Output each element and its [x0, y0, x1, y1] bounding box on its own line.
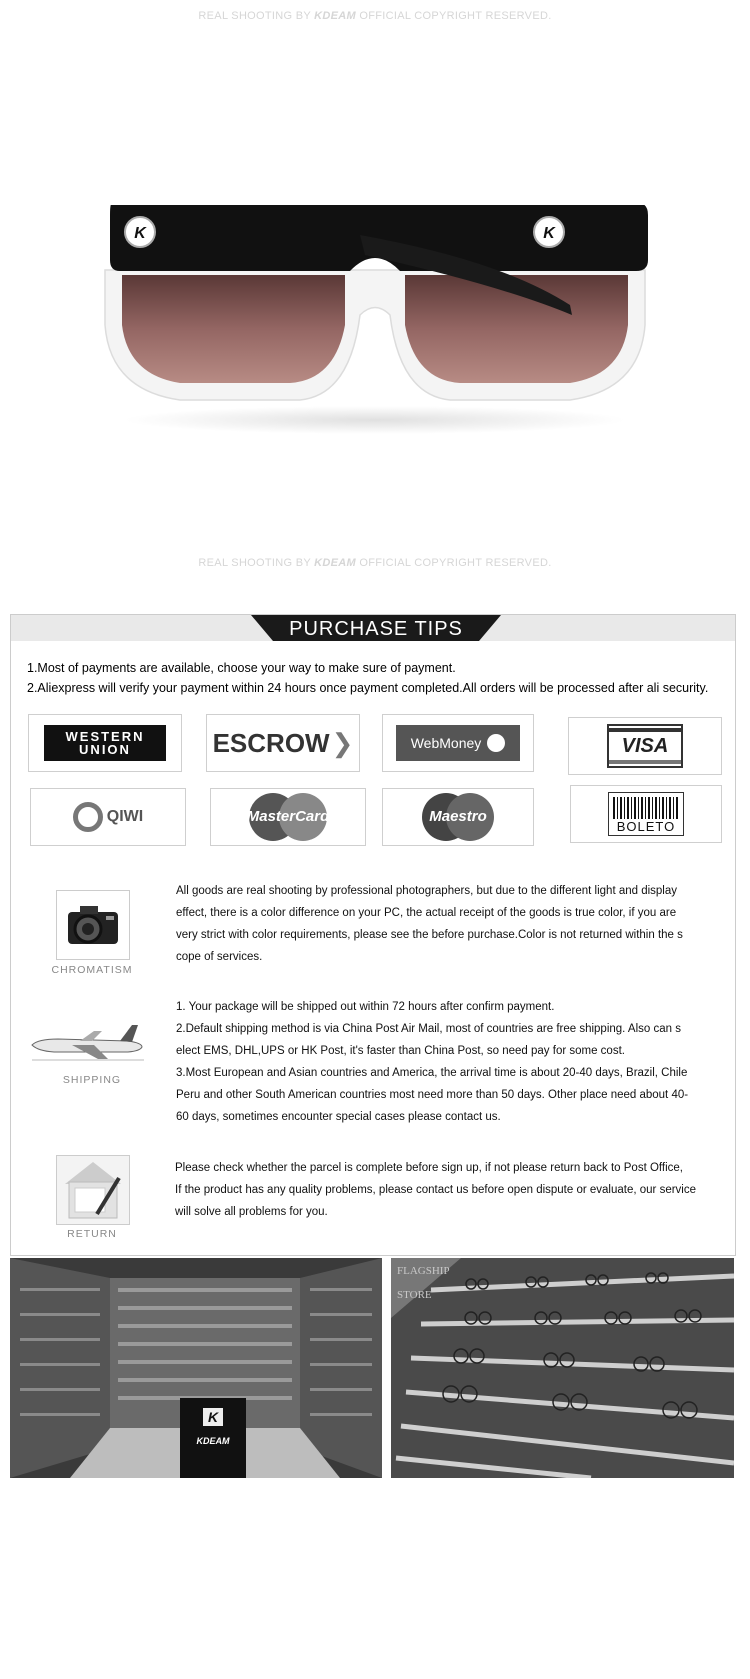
shipping-line: elect EMS, DHL,UPS or HK Post, it's faster than China Post, so need pay for some cost.: [176, 1045, 625, 1057]
chromatism-line: effect, there is a color difference on your PC, the actual receipt of the goods is true color, if you are: [176, 907, 677, 919]
tips-title-banner: [251, 615, 501, 641]
chromatism-line: cope of services.: [176, 951, 263, 963]
tips-title: PURCHASE TIPS: [289, 618, 463, 640]
camera-icon: [56, 890, 130, 960]
return-line: will solve all problems for you.: [175, 1206, 328, 1218]
mastercard-text: MasterCard: [246, 808, 330, 825]
watermark-prefix: REAL SHOOTING BY: [198, 557, 311, 569]
airplane-icon: [28, 1015, 144, 1067]
western-union-line2: UNION: [79, 742, 131, 757]
return-line: Please check whether the parcel is complete before sign up, if not please return back to Post Office,: [175, 1162, 683, 1174]
return-caption: RETURN: [67, 1228, 117, 1240]
svg-text:K: K: [134, 225, 146, 242]
flagship-store-photo: [391, 1258, 734, 1478]
western-union-line1: WESTERN: [65, 729, 145, 744]
watermark-prefix: REAL SHOOTING BY: [198, 10, 311, 22]
mastercard-logo: [210, 788, 366, 846]
shipping-caption: SHIPPING: [62, 1074, 122, 1086]
flagship-label: FLAGSHIP: [397, 1265, 450, 1277]
tips-line-1: 1.Most of payments are available, choose your way to make sure of payment.: [27, 661, 456, 675]
shipping-line: Peru and other South American countries most need more than 50 days. Other place need about 40-: [176, 1089, 689, 1101]
maestro-text: Maestro: [429, 808, 487, 825]
watermark-brand: KDEAM: [314, 10, 357, 22]
barcode-icon: [613, 797, 679, 819]
sunglasses-product-image: [100, 205, 650, 445]
webmoney-logo: [382, 714, 534, 772]
qiwi-logo: [30, 788, 186, 846]
chromatism-caption: CHROMATISM: [51, 964, 133, 976]
shipping-line: 60 days, sometimes encounter special cases please contact us.: [176, 1111, 501, 1123]
visa-logo: [568, 717, 722, 775]
tips-line-2: 2.Aliexpress will verify your payment within 24 hours once payment completed.All orders will be processed after ali security.: [27, 681, 709, 695]
store-label: STORE: [397, 1289, 432, 1301]
escrow-text: ESCROW: [212, 727, 330, 758]
maestro-logo: [382, 788, 534, 846]
shipping-line: 2.Default shipping method is via China Post Air Mail, most of countries are free shipping. Also can s: [176, 1023, 681, 1035]
chromatism-text: [176, 880, 732, 968]
visa-text: VISA: [621, 735, 669, 757]
watermark-suffix: OFFICIAL COPYRIGHT RESERVED.: [359, 557, 552, 569]
webmoney-text: WebMoney: [410, 735, 482, 751]
chromatism-line: very strict with color requirements, please see the before purchase.Color is not returned within the s: [176, 929, 683, 941]
boleto-logo: [570, 785, 722, 843]
svg-text:K: K: [543, 225, 555, 242]
return-line: If the product has any quality problems, please contact us before open dispute or evaluate, our service: [175, 1184, 697, 1196]
return-icon: [56, 1155, 130, 1225]
webmoney-globe-icon: [487, 734, 505, 752]
chromatism-line: All goods are real shooting by professional photographers, but due to the different light and display: [176, 885, 678, 897]
watermark-suffix: OFFICIAL COPYRIGHT RESERVED.: [359, 10, 552, 22]
bottom-watermark: [0, 557, 750, 569]
counter-brand: KDEAM: [196, 1436, 230, 1446]
shipping-line: 1. Your package will be shipped out within 72 hours after confirm payment.: [176, 1001, 555, 1013]
qiwi-text: QIWI: [106, 808, 144, 825]
svg-text:K: K: [207, 1409, 219, 1425]
boleto-text: BOLETO: [616, 819, 676, 834]
qiwi-circle-icon: [73, 802, 103, 832]
watermark-brand: KDEAM: [314, 557, 357, 569]
top-watermark: [0, 10, 750, 22]
western-union-logo: [28, 714, 182, 772]
escrow-swoosh-icon: ❯: [331, 727, 354, 758]
return-text: [175, 1157, 735, 1223]
store-interior-photo: [10, 1258, 382, 1478]
shipping-line: 3.Most European and Asian countries and America, the arrival time is about 20-40 days, Brazil, Chile: [176, 1067, 688, 1079]
shipping-text: [176, 996, 732, 1128]
escrow-logo: [206, 714, 360, 772]
